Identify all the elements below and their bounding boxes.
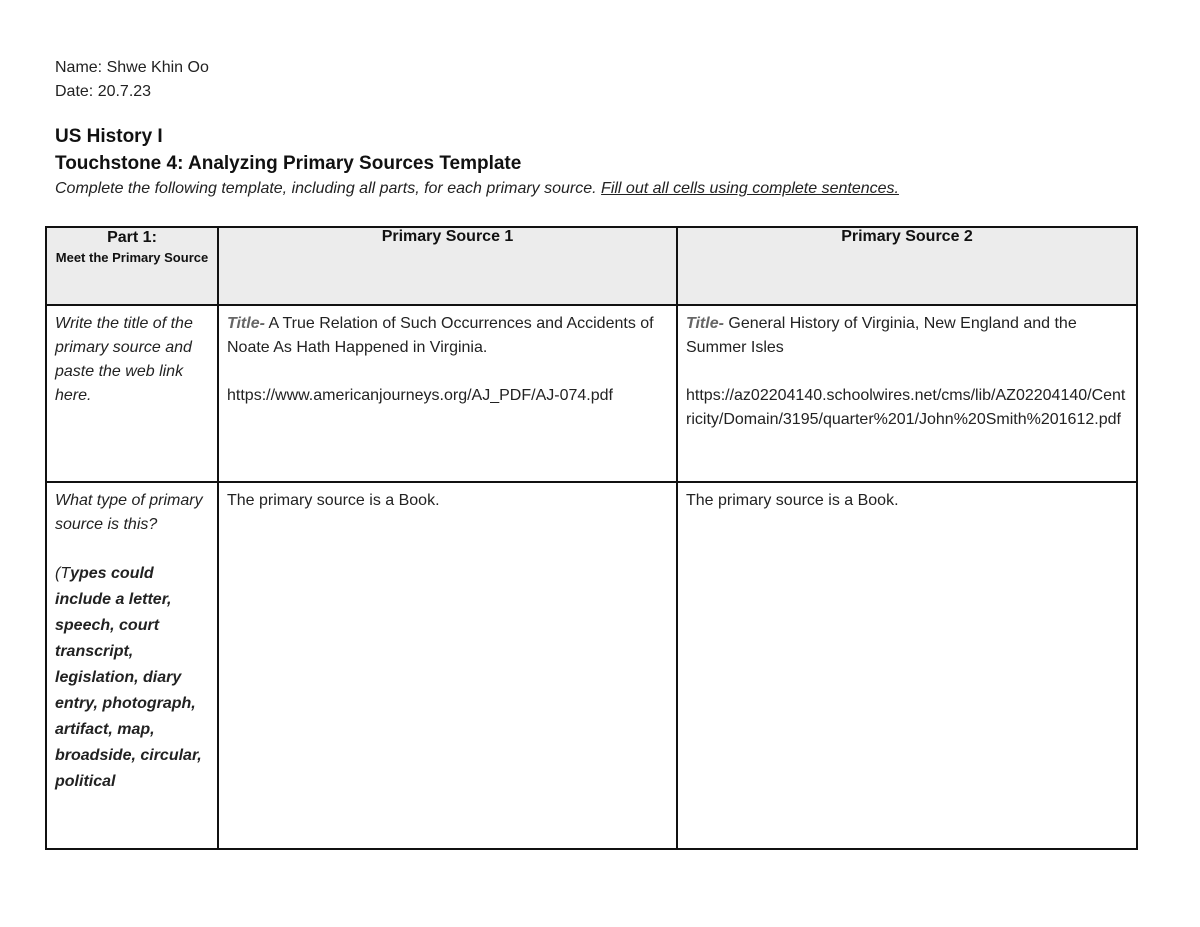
document-heading	[55, 124, 1155, 200]
primary-source-table	[45, 226, 1138, 850]
source-2-title-text: General History of Virginia, New England and the Summer Isles	[686, 315, 1077, 356]
instructions-text: Complete the following template, including all parts, for each primary source.	[55, 180, 602, 197]
source-1-type-cell[interactable]	[218, 482, 677, 849]
table-row	[46, 305, 1137, 482]
type-hint-open: (T	[55, 565, 71, 582]
table-header-row	[46, 227, 1137, 305]
title-label: Title-	[686, 315, 724, 332]
source-1-title	[227, 312, 668, 360]
type-hint-text: ypes could include a letter, speech, court transcript, legislation, diary entry, photograph, artifact, map, broadside, circular, political	[55, 565, 202, 790]
table-row	[46, 482, 1137, 849]
type-prompt: What type of primary source is this?	[55, 492, 203, 533]
primary-source-2-header: Primary Source 2	[677, 227, 1137, 305]
source-2-type-cell[interactable]	[677, 482, 1137, 849]
source-2-title-cell[interactable]	[677, 305, 1137, 482]
assignment-title: Touchstone 4: Analyzing Primary Sources Template	[55, 153, 522, 174]
source-2-type-answer: The primary source is a Book.	[686, 492, 899, 509]
instructions	[55, 178, 1155, 200]
primary-source-1-header: Primary Source 1	[218, 227, 677, 305]
row-prompt-cell	[46, 482, 218, 849]
source-1-type-answer: The primary source is a Book.	[227, 492, 440, 509]
row-prompt-cell	[46, 305, 218, 482]
source-1-title-cell[interactable]	[218, 305, 677, 482]
source-2-link[interactable]: https://az02204140.schoolwires.net/cms/lib/AZ02204140/Centricity/Domain/3195/quarter%201/John%20Smith%201612.pdf	[686, 387, 1126, 428]
source-1-title-text: A True Relation of Such Occurrences and Accidents of Noate As Hath Happened in Virginia.	[227, 315, 654, 356]
part-title: Part 1:	[107, 229, 157, 246]
submission-date: Date: 20.7.23	[55, 83, 152, 100]
title-label: Title-	[227, 315, 265, 332]
student-name: Name: Shwe Khin Oo	[55, 59, 209, 76]
part-subtitle: Meet the Primary Source	[55, 250, 209, 265]
source-1-link[interactable]: https://www.americanjourneys.org/AJ_PDF/AJ-074.pdf	[227, 387, 613, 404]
title-prompt: Write the title of the primary source and paste the web link here.	[55, 315, 193, 404]
instructions-emphasis: Fill out all cells using complete sentences.	[601, 180, 899, 197]
type-hint	[55, 561, 209, 795]
part-header-cell	[46, 227, 218, 305]
source-2-title	[686, 312, 1128, 360]
course-title: US History I	[55, 126, 163, 147]
student-info	[55, 56, 209, 104]
